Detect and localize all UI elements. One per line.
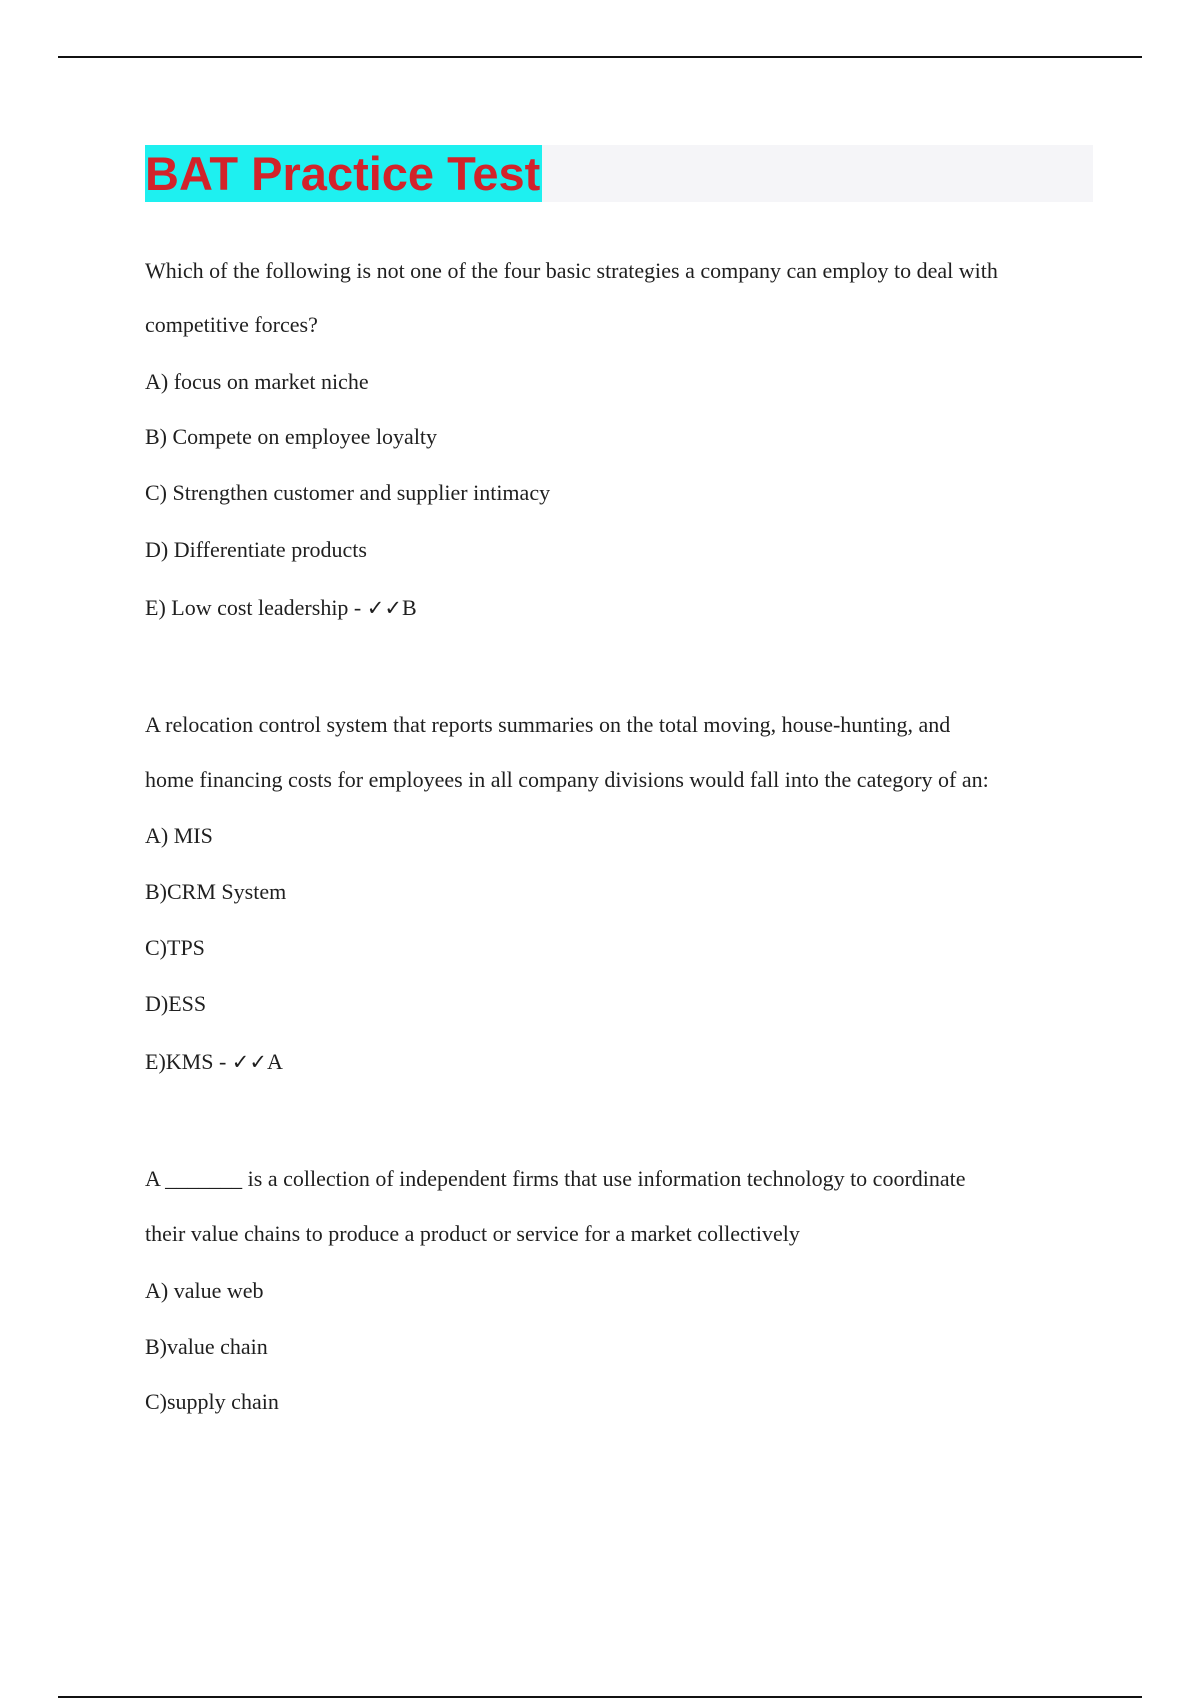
question-2-option-b: B)CRM System <box>145 879 287 904</box>
question-1-option-a: A) focus on market niche <box>145 369 369 394</box>
question-1-option-b: B) Compete on employee loyalty <box>145 424 438 449</box>
check-mark-icon: ✓✓ <box>231 1050 267 1074</box>
question-3-stem-line-2: their value chains to produce a product or service for a market collectively <box>145 1221 800 1246</box>
question-2-option-a: A) MIS <box>145 823 213 848</box>
question-1-stem-line-2: competitive forces? <box>145 312 318 337</box>
question-1-option-e <box>145 595 417 621</box>
header-rule <box>58 56 1142 58</box>
question-1-stem-line-1: Which of the following is not one of the four basic strategies a company can employ to deal with <box>145 258 998 283</box>
question-3-option-a: A) value web <box>145 1278 264 1303</box>
question-1-option-d: D) Differentiate products <box>145 537 367 562</box>
footer-rule <box>58 1696 1142 1698</box>
question-3-option-b: B)value chain <box>145 1334 268 1359</box>
question-2-option-c: C)TPS <box>145 935 205 960</box>
question-2-option-e-text: E)KMS - <box>145 1049 232 1074</box>
question-3-stem-line-1: A _______ is a collection of independent firms that use information technology to coordinate <box>145 1166 966 1191</box>
question-2-answer: A <box>266 1049 283 1074</box>
question-2-stem-line-1: A relocation control system that reports summaries on the total moving, house-hunting, and <box>145 712 951 737</box>
document-title: BAT Practice Test <box>145 147 541 200</box>
question-1-option-e-text: E) Low cost leadership - <box>145 595 367 620</box>
check-mark-icon: ✓✓ <box>366 596 402 620</box>
question-2-option-e <box>145 1049 283 1075</box>
question-3-option-c: C)supply chain <box>145 1389 279 1414</box>
question-1-answer: B <box>401 595 417 620</box>
question-1-option-c: C) Strengthen customer and supplier intimacy <box>145 480 551 505</box>
question-2-option-d: D)ESS <box>145 991 207 1016</box>
question-2-stem-line-2: home financing costs for employees in all company divisions would fall into the category of an: <box>145 767 989 792</box>
